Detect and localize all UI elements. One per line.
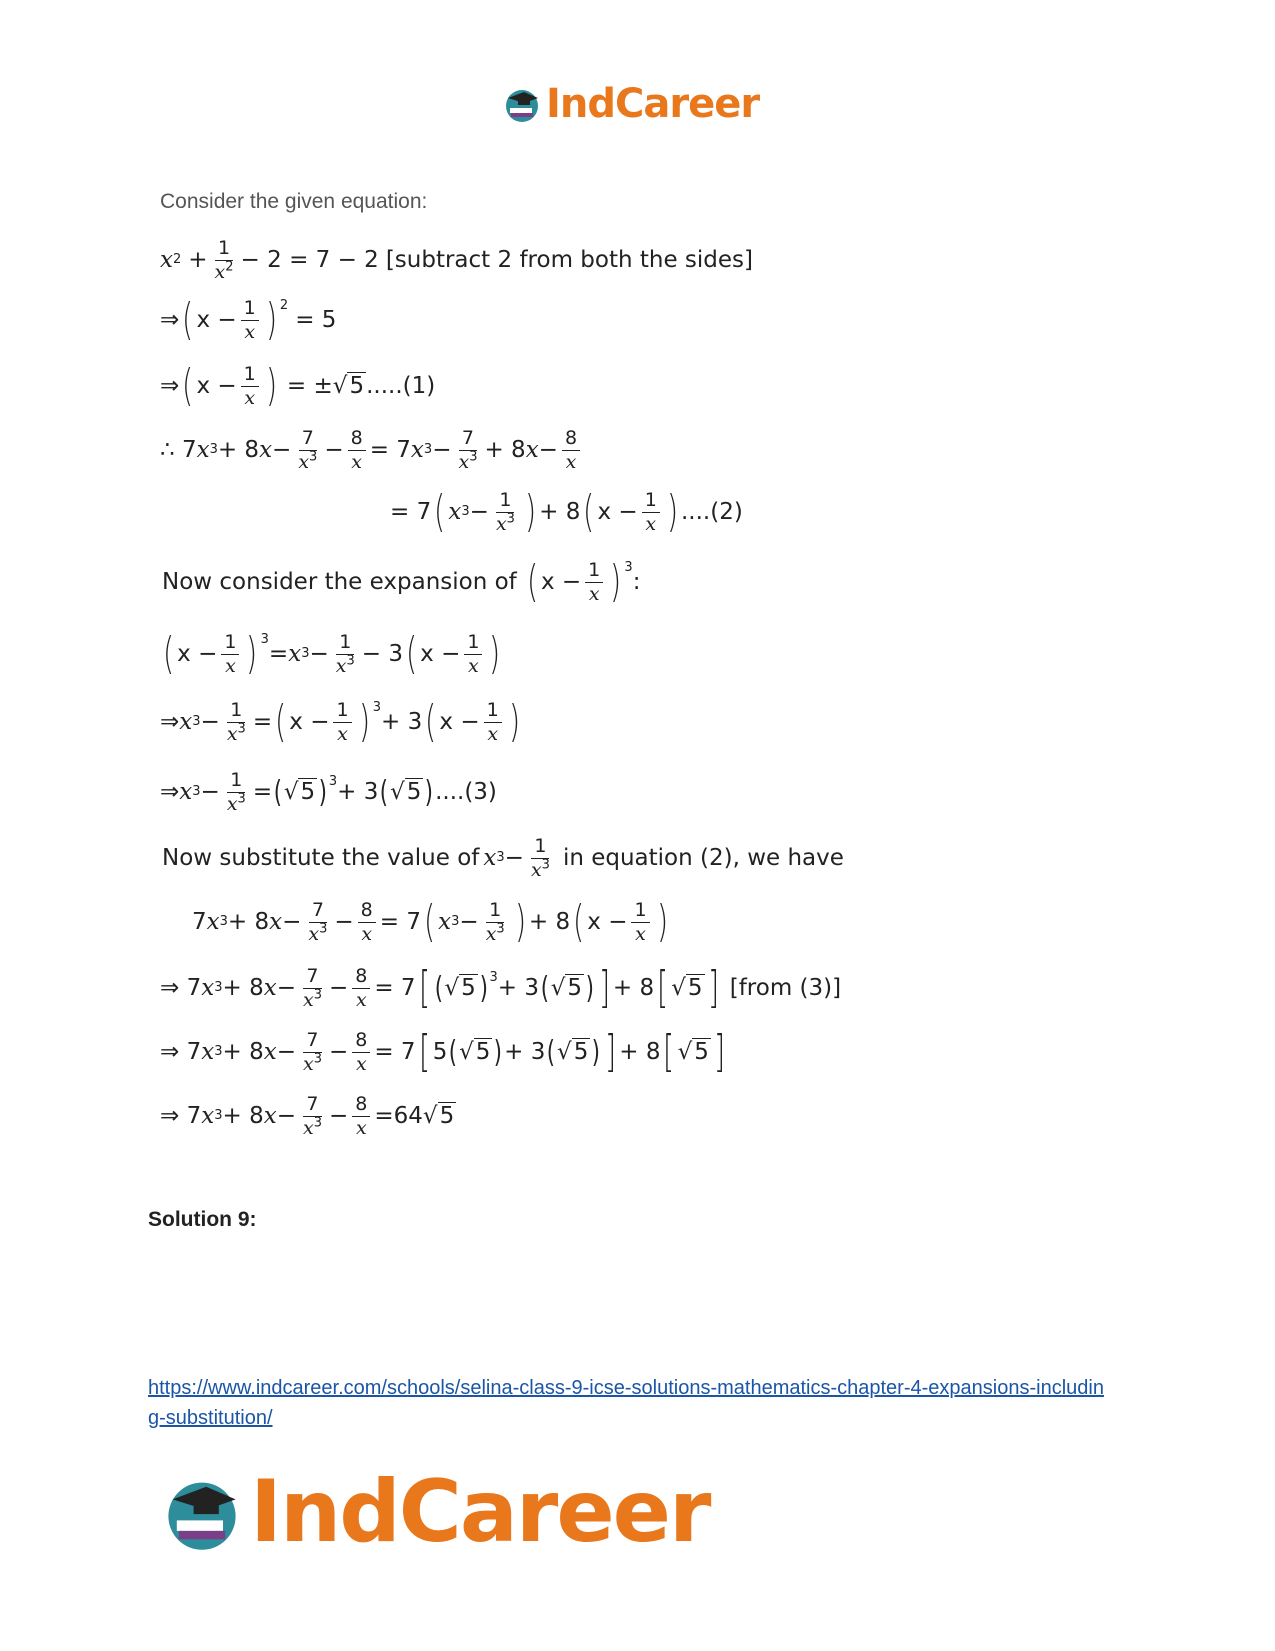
from-3-note: [from (3)] xyxy=(729,975,842,1002)
graduation-cap-icon xyxy=(160,1470,244,1554)
expansion-line: Now consider the expansion of ( x − $\frac{1}{x}$ ) $^3$ : xyxy=(162,556,641,608)
brand-name: IndCareer xyxy=(546,81,760,127)
equation-line-1: x 2 + $\frac{1}{x^2}$ − 2 = 7 − 2 [subtract 2 from both the sides] xyxy=(160,237,753,283)
tag-3: (3) xyxy=(464,779,497,806)
equation-line-14: ⇒ 7 x 3 + 8 x − $\frac{7}{x^3}$ − $\frac{8}{x}$ = 64 √5 xyxy=(160,1093,455,1139)
intro-text: Consider the given equation: xyxy=(160,190,428,213)
equation-line-12: ⇒ 7 x 3 + 8 x − $\frac{7}{x^3}$ − $\frac{8}{x}$ = 7 [ ( √5 ) $^3$ + 3 ( √5 ) ] + 8 [ √5 ] [from (3)] xyxy=(160,962,842,1014)
source-url-link[interactable]: https://www.indcareer.com/schools/selina-class-9-icse-solutions-mathematics-chapter-4-expansions-including-substitution/ xyxy=(148,1377,1104,1429)
equation-line-7: ( x − $\frac{1}{x}$ ) $^3$ = x 3 − $\frac{1}{x^3}$ − 3 ( x − $\frac{1}{x}$ ) xyxy=(163,628,501,680)
equation-line-3: ⇒ ( x − $\frac{1}{x}$ ) = ± √5 ..... (1) xyxy=(160,360,436,412)
equation-line-2: ⇒ ( x − $\frac{1}{x}$ ) $^2$ = 5 xyxy=(160,294,337,346)
graduation-cap-icon xyxy=(502,84,542,124)
footer-logo xyxy=(160,1462,709,1562)
substitute-text-a: Now substitute the value of xyxy=(162,845,480,872)
tag-2: (2) xyxy=(710,499,743,526)
equation-line-4: ∴ 7 x 3 + 8 x − $\frac{7}{x^3}$ − $\frac{8}{x}$ = 7 x 3 − $\frac{7}{x^3}$ + 8 x − $\frac{8}{x}$ xyxy=(160,428,584,473)
header-logo xyxy=(502,76,759,132)
brand-name-large: IndCareer xyxy=(250,1462,710,1562)
equation-line-5: = 7 ( x 3 − $\frac{1}{x^3}$ ) + 8 ( x − $\frac{1}{x}$ ) .... (2) xyxy=(390,486,743,538)
result-value: 64 xyxy=(393,1103,423,1130)
solution-heading: Solution 9: xyxy=(148,1208,257,1231)
subtract-note: [subtract 2 from both the sides] xyxy=(385,247,753,274)
equation-line-13: ⇒ 7 x 3 + 8 x − $\frac{7}{x^3}$ − $\frac{8}{x}$ = 7 [ 5 ( √5 ) + 3 ( √5 ) ] + 8 [ √5 ] xyxy=(160,1026,726,1078)
equation-line-9: ⇒ x 3 − $\frac{1}{x^3}$ = ( √5 ) $^3$ + 3 ( √5 ) .... (3) xyxy=(160,769,497,815)
substitute-text-b: in equation (2), we have xyxy=(562,845,844,872)
expansion-text: Now consider the expansion of xyxy=(162,569,517,596)
equation-line-8: ⇒ x 3 − $\frac{1}{x^3}$ = ( x − $\frac{1}{x}$ ) $^3$ + 3 ( x − $\frac{1}{x}$ ) xyxy=(160,696,520,748)
substitute-line: Now substitute the value of x 3 − $\frac{1}{x^3}$ in equation (2), we have xyxy=(162,835,844,881)
tag-1: (1) xyxy=(402,373,436,400)
equation-line-11: 7 x 3 + 8 x − $\frac{7}{x^3}$ − $\frac{8}{x}$ = 7 ( x 3 − $\frac{1}{x^3}$ ) + 8 ( x − $\frac{1}{x}$ ) xyxy=(192,896,668,948)
